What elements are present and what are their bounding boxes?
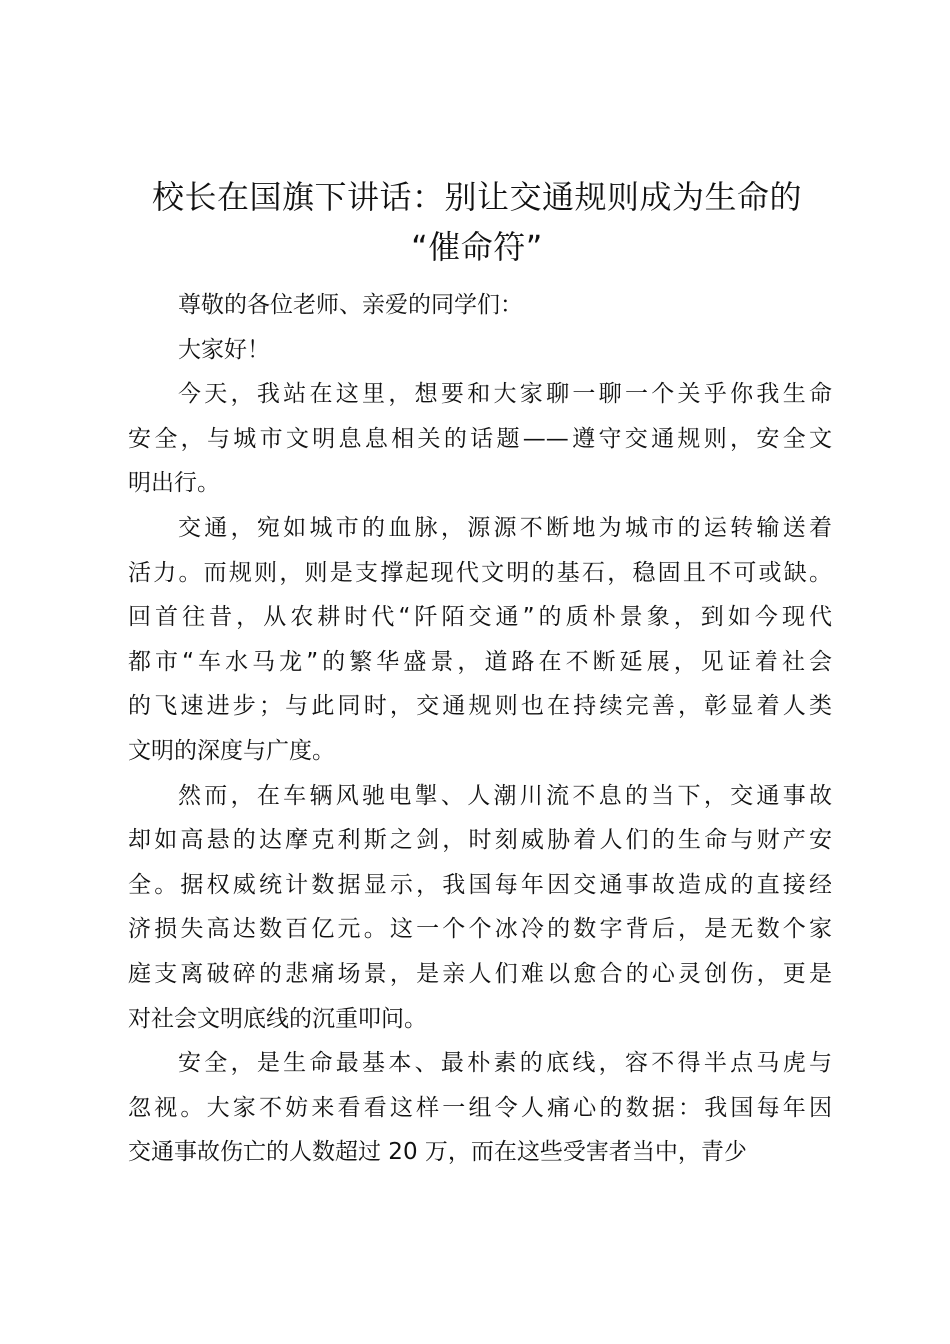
paragraph-line: 对社会文明底线的沉重叩问。 bbox=[128, 1005, 427, 1032]
paragraph bbox=[128, 506, 832, 774]
paragraph-line: 的飞速进步；与此同时，交通规则也在持续完善，彰显着人类 bbox=[128, 693, 832, 720]
paragraph bbox=[128, 372, 832, 506]
paragraph-line: 回首往昔，从农耕时代“阡陌交通”的质朴景象，到如今现代 bbox=[128, 604, 832, 631]
paragraph-line: 今天，我站在这里，想要和大家聊一聊一个关乎你我生命 bbox=[178, 381, 832, 408]
paragraph-line: 却如高悬的达摩克利斯之剑，时刻威胁着人们的生命与财产安 bbox=[128, 827, 832, 854]
document-title bbox=[118, 172, 836, 272]
document-body bbox=[128, 283, 832, 1175]
paragraph-line: 交通，宛如城市的血脉，源源不断地为城市的运转输送着 bbox=[178, 514, 832, 541]
title-line-1: 校长在国旗下讲话：别让交通规则成为生命的 bbox=[151, 178, 802, 216]
paragraph-line: 交通事故伤亡的人数超过 20 万，而在这些受害者当中，青少 bbox=[128, 1139, 747, 1166]
paragraph-line: 文明的深度与广度。 bbox=[128, 737, 335, 764]
paragraph-line: 济损失高达数百亿元。这一个个冰冷的数字背后，是无数个家 bbox=[128, 916, 832, 943]
paragraph-line: 全。据权威统计数据显示，我国每年因交通事故造成的直接经 bbox=[128, 871, 832, 898]
paragraph-line: 庭支离破碎的悲痛场景，是亲人们难以愈合的心灵创伤，更是 bbox=[128, 960, 832, 987]
paragraph-line: 忽视。大家不妨来看看这样一组令人痛心的数据：我国每年因 bbox=[128, 1094, 832, 1121]
paragraph-line: 大家好！ bbox=[178, 336, 270, 363]
paragraph bbox=[128, 328, 832, 373]
paragraph-line: 活力。而规则，则是支撑起现代文明的基石，稳固且不可或缺。 bbox=[128, 559, 832, 586]
paragraph bbox=[128, 774, 832, 1042]
title-line-2: “催命符” bbox=[411, 228, 543, 266]
paragraph-line: 尊敬的各位老师、亲爱的同学们： bbox=[178, 292, 523, 318]
paragraph-line: 然而，在车辆风驰电掣、人潮川流不息的当下，交通事故 bbox=[178, 782, 832, 809]
paragraph bbox=[128, 283, 832, 328]
paragraph-line: 明出行。 bbox=[128, 470, 220, 497]
paragraph bbox=[128, 1041, 832, 1175]
paragraph-line: 安全，是生命最基本、最朴素的底线，容不得半点马虎与 bbox=[178, 1050, 832, 1077]
paragraph-line: 都市“车水马龙”的繁华盛景，道路在不断延展，见证着社会 bbox=[128, 648, 832, 675]
paragraph-line: 安全，与城市文明息息相关的话题——遵守交通规则，安全文 bbox=[128, 425, 832, 452]
